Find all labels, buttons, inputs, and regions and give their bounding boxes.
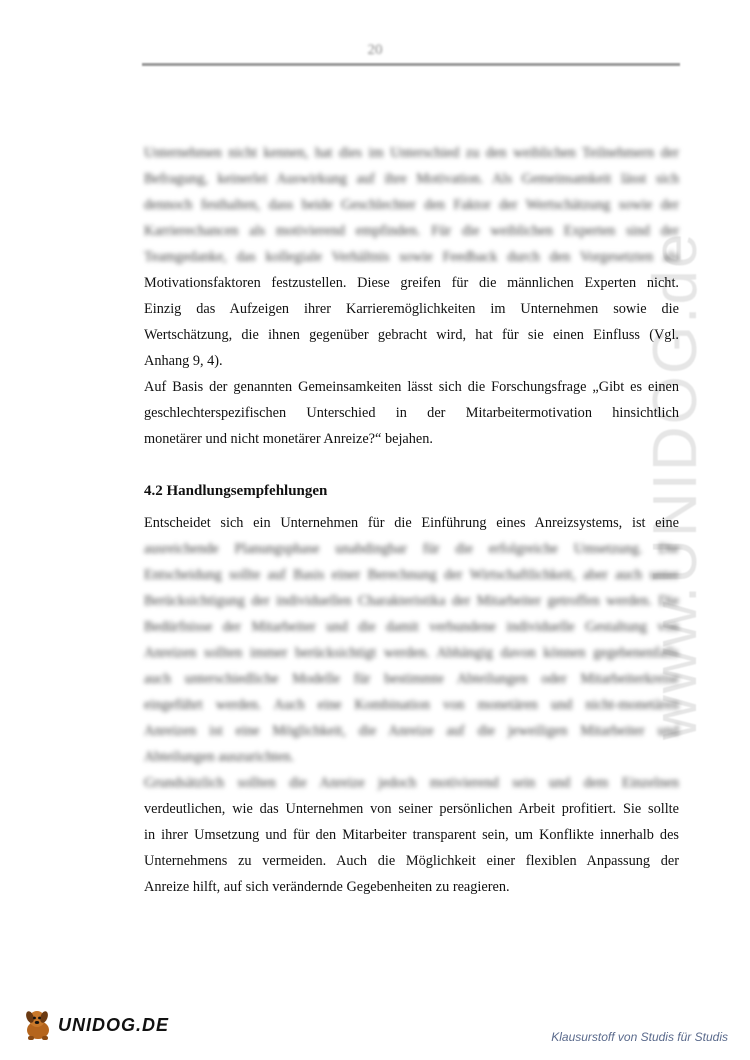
blurred-line: auch unterschiedliche Modelle für bestimmte Abteilungen oder Mitarbeiterkreise bbox=[144, 671, 679, 687]
watermark: www.UNIDOG.de bbox=[641, 231, 710, 740]
text-line: Unternehmens zu vermeiden. Auch die Möglichkeit einer flexiblen Anpassung der bbox=[144, 853, 679, 869]
text-line: monetärer und nicht monetärer Anreize?“ bejahen. bbox=[144, 431, 433, 447]
blurred-line: Berücksichtigung der individuellen Charakteristika der Mitarbeiter getroffen werden. Die bbox=[144, 593, 679, 609]
blurred-line: Karrierechancen als motivierend empfinden. Für die weiblichen Experten sind der bbox=[144, 223, 679, 239]
text-line: Auf Basis der genannten Gemeinsamkeiten lässt sich die Forschungsfrage „Gibt es einen bbox=[144, 379, 679, 395]
blurred-line: Abteilungen auszurichten. bbox=[144, 749, 295, 765]
blurred-line: Grundsätzlich sollten die Anreize jedoch motivierend sein und dem Einzelnen bbox=[144, 775, 679, 791]
dog-icon bbox=[22, 1008, 54, 1042]
blurred-line: Befragung, keinerlei Auswirkung auf ihre Motivation. Als Gemeinsamkeit lässt sich bbox=[144, 171, 679, 187]
footer-tagline: Klausurstoff von Studis für Studis bbox=[551, 1030, 728, 1044]
blurred-line: eingeführt werden. Auch eine Kombination von monetären und nicht-monetären bbox=[144, 697, 679, 713]
blurred-line: Entscheidung sollte auf Basis einer Berechnung der Wirtschaftlichkeit, aber auch unter bbox=[144, 567, 679, 583]
text-line: in ihrer Umsetzung und für den Mitarbeiter transparent sein, um Konflikte innerhalb des bbox=[144, 827, 679, 843]
text-line: geschlechterspezifischen Unterschied in der Mitarbeitermotivation hinsichtlich bbox=[144, 405, 679, 421]
paragraph-4 bbox=[144, 770, 679, 900]
paragraph-3 bbox=[144, 510, 679, 770]
header-rule bbox=[142, 63, 680, 66]
text-line: Anreize hilft, auf sich verändernde Gegebenheiten zu reagieren. bbox=[144, 879, 510, 895]
blurred-line: Bedürfnisse der Mitarbeiter und die damit verbundene individuelle Gestaltung von bbox=[144, 619, 679, 635]
text-line: Motivationsfaktoren festzustellen. Diese greifen für die männlichen Experten nicht. bbox=[144, 275, 679, 291]
text-line: Entscheidet sich ein Unternehmen für die Einführung eines Anreizsystems, ist eine bbox=[144, 515, 679, 531]
text-line: verdeutlichen, wie das Unternehmen von seiner persönlichen Arbeit profitiert. Sie sollte bbox=[144, 801, 679, 817]
blurred-line: dennoch festhalten, dass beide Geschlechter den Faktor der Wertschätzung sowie der bbox=[144, 197, 679, 213]
blurred-line: Anreizen ist eine Möglichkeit, die Anreize auf die jeweiligen Mitarbeiter und bbox=[144, 723, 679, 739]
blurred-line: Unternehmen nicht kennen, hat dies im Unterschied zu den weiblichen Teilnehmern der bbox=[144, 145, 679, 161]
text-line: Einzig das Aufzeigen ihrer Karrieremöglichkeiten im Unternehmen sowie die bbox=[144, 301, 679, 317]
unidog-logo[interactable] bbox=[22, 1008, 169, 1042]
blurred-line: Teamgedanke, das kollegiale Verhältnis sowie Feedback durch den Vorgesetzten als bbox=[144, 249, 679, 265]
section-heading: 4.2 Handlungsempfehlungen bbox=[144, 483, 328, 499]
text-line: Anhang 9, 4). bbox=[144, 353, 223, 369]
blurred-line: ausreichende Planungsphase unabdingbar für die erfolgreiche Umsetzung. Die bbox=[144, 541, 679, 557]
blurred-line: Anreizen sollten immer berücksichtigt werden. Abhängig davon können gegebenenfalls bbox=[144, 645, 679, 661]
page-number: 20 bbox=[367, 42, 383, 58]
logo-text: UNIDOG.DE bbox=[58, 1014, 170, 1035]
paragraph-2 bbox=[144, 374, 679, 452]
text-line: Wertschätzung, die ihnen gegenüber gebracht wird, hat für sie einen Einfluss (Vgl. bbox=[144, 327, 679, 343]
paragraph-1 bbox=[144, 140, 679, 374]
